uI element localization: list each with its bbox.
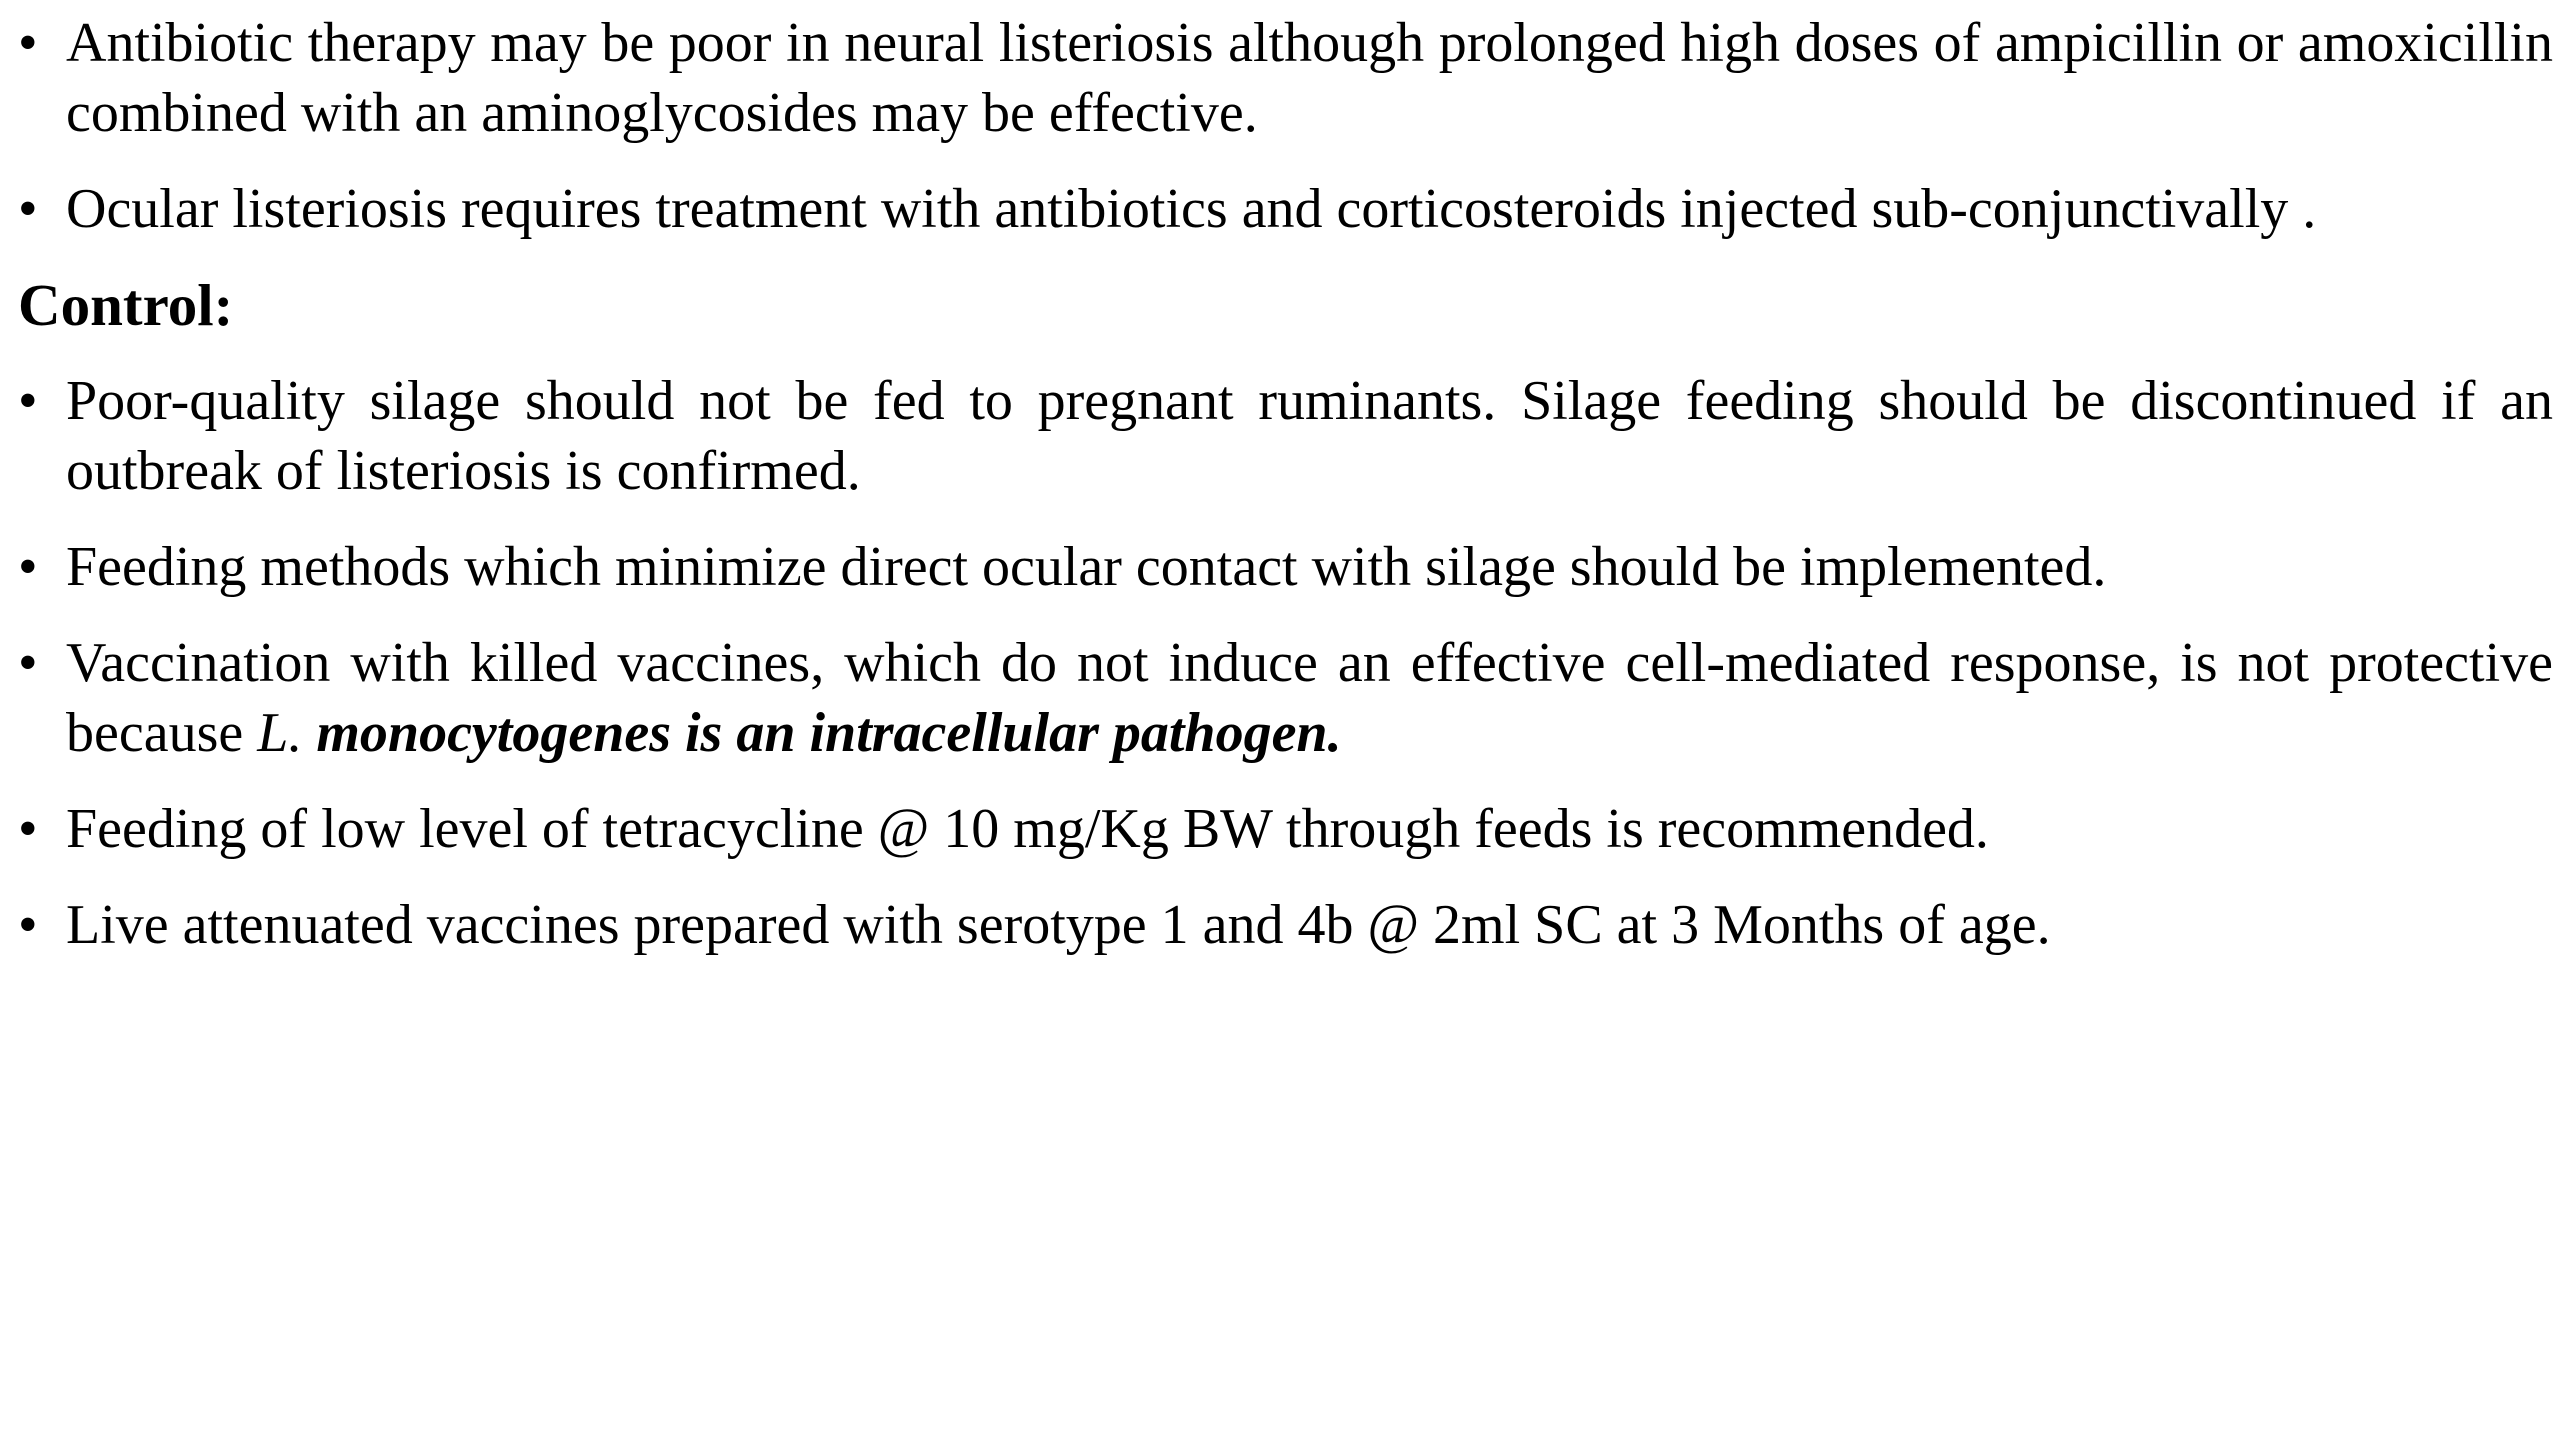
section-heading-control: Control: bbox=[18, 272, 234, 338]
control-list bbox=[18, 366, 2553, 960]
treatment-list bbox=[18, 8, 2553, 244]
list-item: • Antibiotic therapy may be poor in neural listeriosis although prolonged high doses of ampicillin or amoxicillin combined with an aminoglycosides may be effective. bbox=[18, 8, 2553, 148]
list-item: • Ocular listeriosis requires treatment with antibiotics and corticosteroids injected sub-conjunctivally . bbox=[18, 174, 2553, 244]
pathogen-emphasis: monocytogenes is an intracellular pathogen. bbox=[302, 702, 1342, 764]
list-item-vaccination bbox=[18, 628, 2553, 768]
genus-name: L. bbox=[257, 702, 303, 764]
slide-content bbox=[18, 8, 2553, 986]
list-item: • Live attenuated vaccines prepared with serotype 1 and 4b @ 2ml SC at 3 Months of age. bbox=[18, 890, 2553, 960]
list-item: • Feeding methods which minimize direct ocular contact with silage should be implemented. bbox=[18, 532, 2553, 602]
list-item: • Feeding of low level of tetracycline @ 10 mg/Kg BW through feeds is recommended. bbox=[18, 794, 2553, 864]
vaccination-text: Vaccination with killed vaccines, which do not induce an effective cell-mediated response, is not protective because bbox=[66, 632, 2553, 764]
list-item: • Poor-quality silage should not be fed to pregnant ruminants. Silage feeding should be discontinued if an outbreak of listeriosis is confirmed. bbox=[18, 366, 2553, 506]
